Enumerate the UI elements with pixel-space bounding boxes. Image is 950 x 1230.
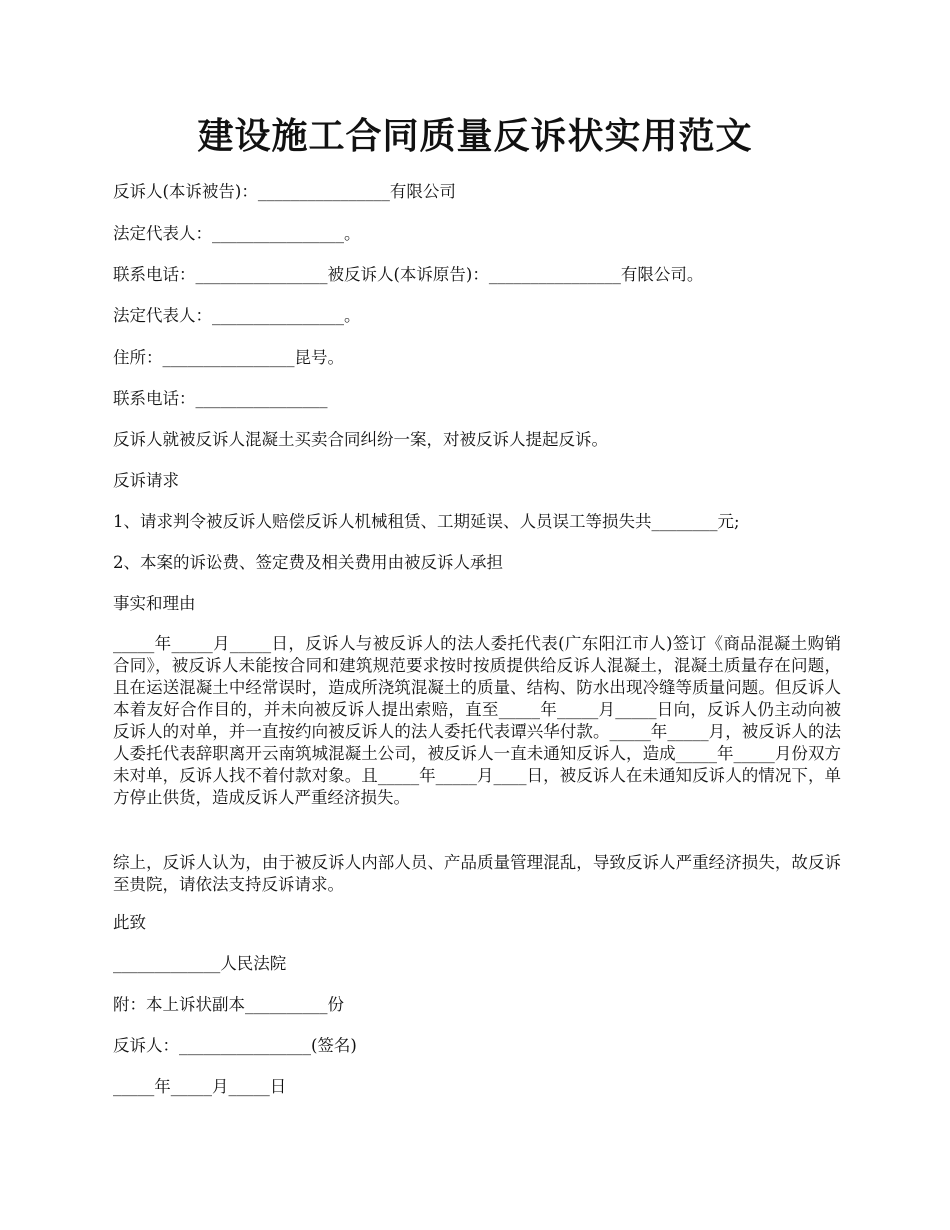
attachment-line: 附：本上诉状副本__________份 — [113, 995, 344, 1014]
court-line: _____________人民法院 — [113, 954, 287, 973]
claim-item-1: 1、请求判令被反诉人赔偿反诉人机械租赁、工期延误、人员误工等损失共________元; — [113, 512, 740, 531]
conclusion-paragraph: 综上，反诉人认为，由于被反诉人内部人员、产品质量管理混乱，导致反诉人严重经济损失，故反诉至贵院，请依法支持反诉请求。 — [113, 853, 841, 894]
claims-heading: 反诉请求 — [113, 471, 179, 490]
phone-and-respondent-line: 联系电话：________________被反诉人(本诉原告)：________________有限公司。 — [113, 265, 704, 284]
facts-heading: 事实和理由 — [113, 594, 196, 613]
respondent-legal-representative-line: 法定代表人：________________。 — [113, 306, 361, 325]
respondent-phone-line: 联系电话：________________ — [113, 389, 328, 408]
counterclaimant-line: 反诉人(本诉被告)：________________有限公司 — [113, 182, 456, 201]
facts-paragraph: _____年_____月_____日，反诉人与被反诉人的法人委托代表(广东阳江市人)签订《商品混凝土购销合同》，被反诉人未能按合同和建筑规范要求按时按质提供给反诉人混凝土，混凝土质量存在问题，且在运送混凝土中经常误时，造成所浇筑混凝土的质量、结构、防水出现冷缝等质量问题。但反诉人本着友好合作目的，并未向被反诉人提出索赔，直至_____年_____月_____日向，反诉人仍主动向被反诉人的对单，并一直按约向被反诉人的法人委托代表谭兴华付款。_____年_____月，被反诉人的法人委托代表辞职离开云南筑城混凝土公司，被反诉人一直未通知反诉人，造成_____年_____月份双方未对单，反诉人找不着付款对象。且_____年_____月____日，被反诉人在未通知反诉人的情况下，单方停止供货，造成反诉人严重经济损失。 — [113, 634, 841, 807]
claim-item-2: 2、本案的诉讼费、签定费及相关费用由被反诉人承担 — [113, 553, 503, 572]
address-line: 住所：________________昆号。 — [113, 348, 344, 367]
signature-line: 反诉人：________________(签名) — [113, 1036, 357, 1055]
intro-line: 反诉人就被反诉人混凝土买卖合同纠纷一案，对被反诉人提起反诉。 — [113, 430, 608, 449]
date-line: _____年_____月_____日 — [113, 1077, 287, 1096]
salutation: 此致 — [113, 913, 146, 932]
legal-representative-line: 法定代表人：________________。 — [113, 224, 361, 243]
document-title: 建设施工合同质量反诉状实用范文 — [197, 115, 753, 157]
